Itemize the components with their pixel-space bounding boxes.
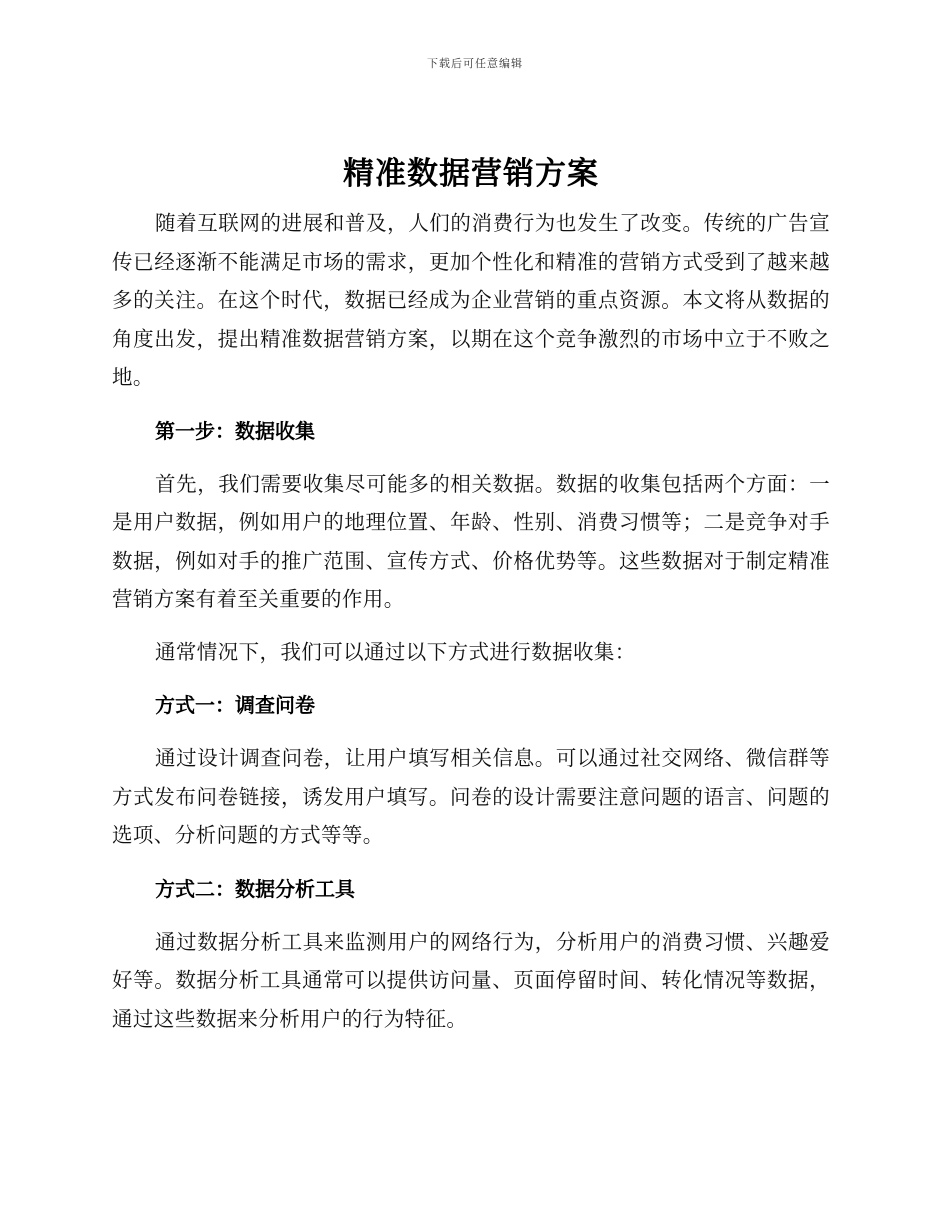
step1-heading: 第一步：数据收集 [155,418,315,443]
document-title: 精准数据营销方案 [343,156,599,192]
document-body [112,148,830,1052]
methods-intro-paragraph: 通常情况下，我们可以通过以下方式进行数据收集： [155,639,636,664]
method2-paragraph: 通过数据分析工具来监测用户的网络行为，分析用户的消费习惯、兴趣爱好等。数据分析工具通常可以提供访问量、页面停留时间、转化情况等数据，通过这些数据来分析用户的行为特征。 [112,929,830,1031]
method2-heading: 方式二：数据分析工具 [155,876,355,901]
header-note: 下载后可任意编辑 [427,57,523,70]
method1-heading: 方式一：调查问卷 [155,693,315,717]
method1-paragraph: 通过设计调查问卷，让用户填写相关信息。可以通过社交网络、微信群等方式发布问卷链接，诱发用户填写。问卷的设计需要注意问题的语言、问题的选项、分析问题的方式等等。 [112,746,830,847]
intro-paragraph: 随着互联网的进展和普及，人们的消费行为也发生了改变。传统的广告宣传已经逐渐不能满足市场的需求，更加个性化和精准的营销方式受到了越来越多的关注。在这个时代，数据已经成为企业营销的重点资源。本文将从数据的角度出发，提出精准数据营销方案，以期在这个竞争激烈的市场中立于不败之地。 [112,211,830,389]
step1-paragraph: 首先，我们需要收集尽可能多的相关数据。数据的收集包括两个方面：一是用户数据，例如用户的地理位置、年龄、性别、消费习惯等；二是竞争对手数据，例如对手的推广范围、宣传方式、价格优势等。这些数据对于制定精准营销方案有着至关重要的作用。 [112,471,830,611]
